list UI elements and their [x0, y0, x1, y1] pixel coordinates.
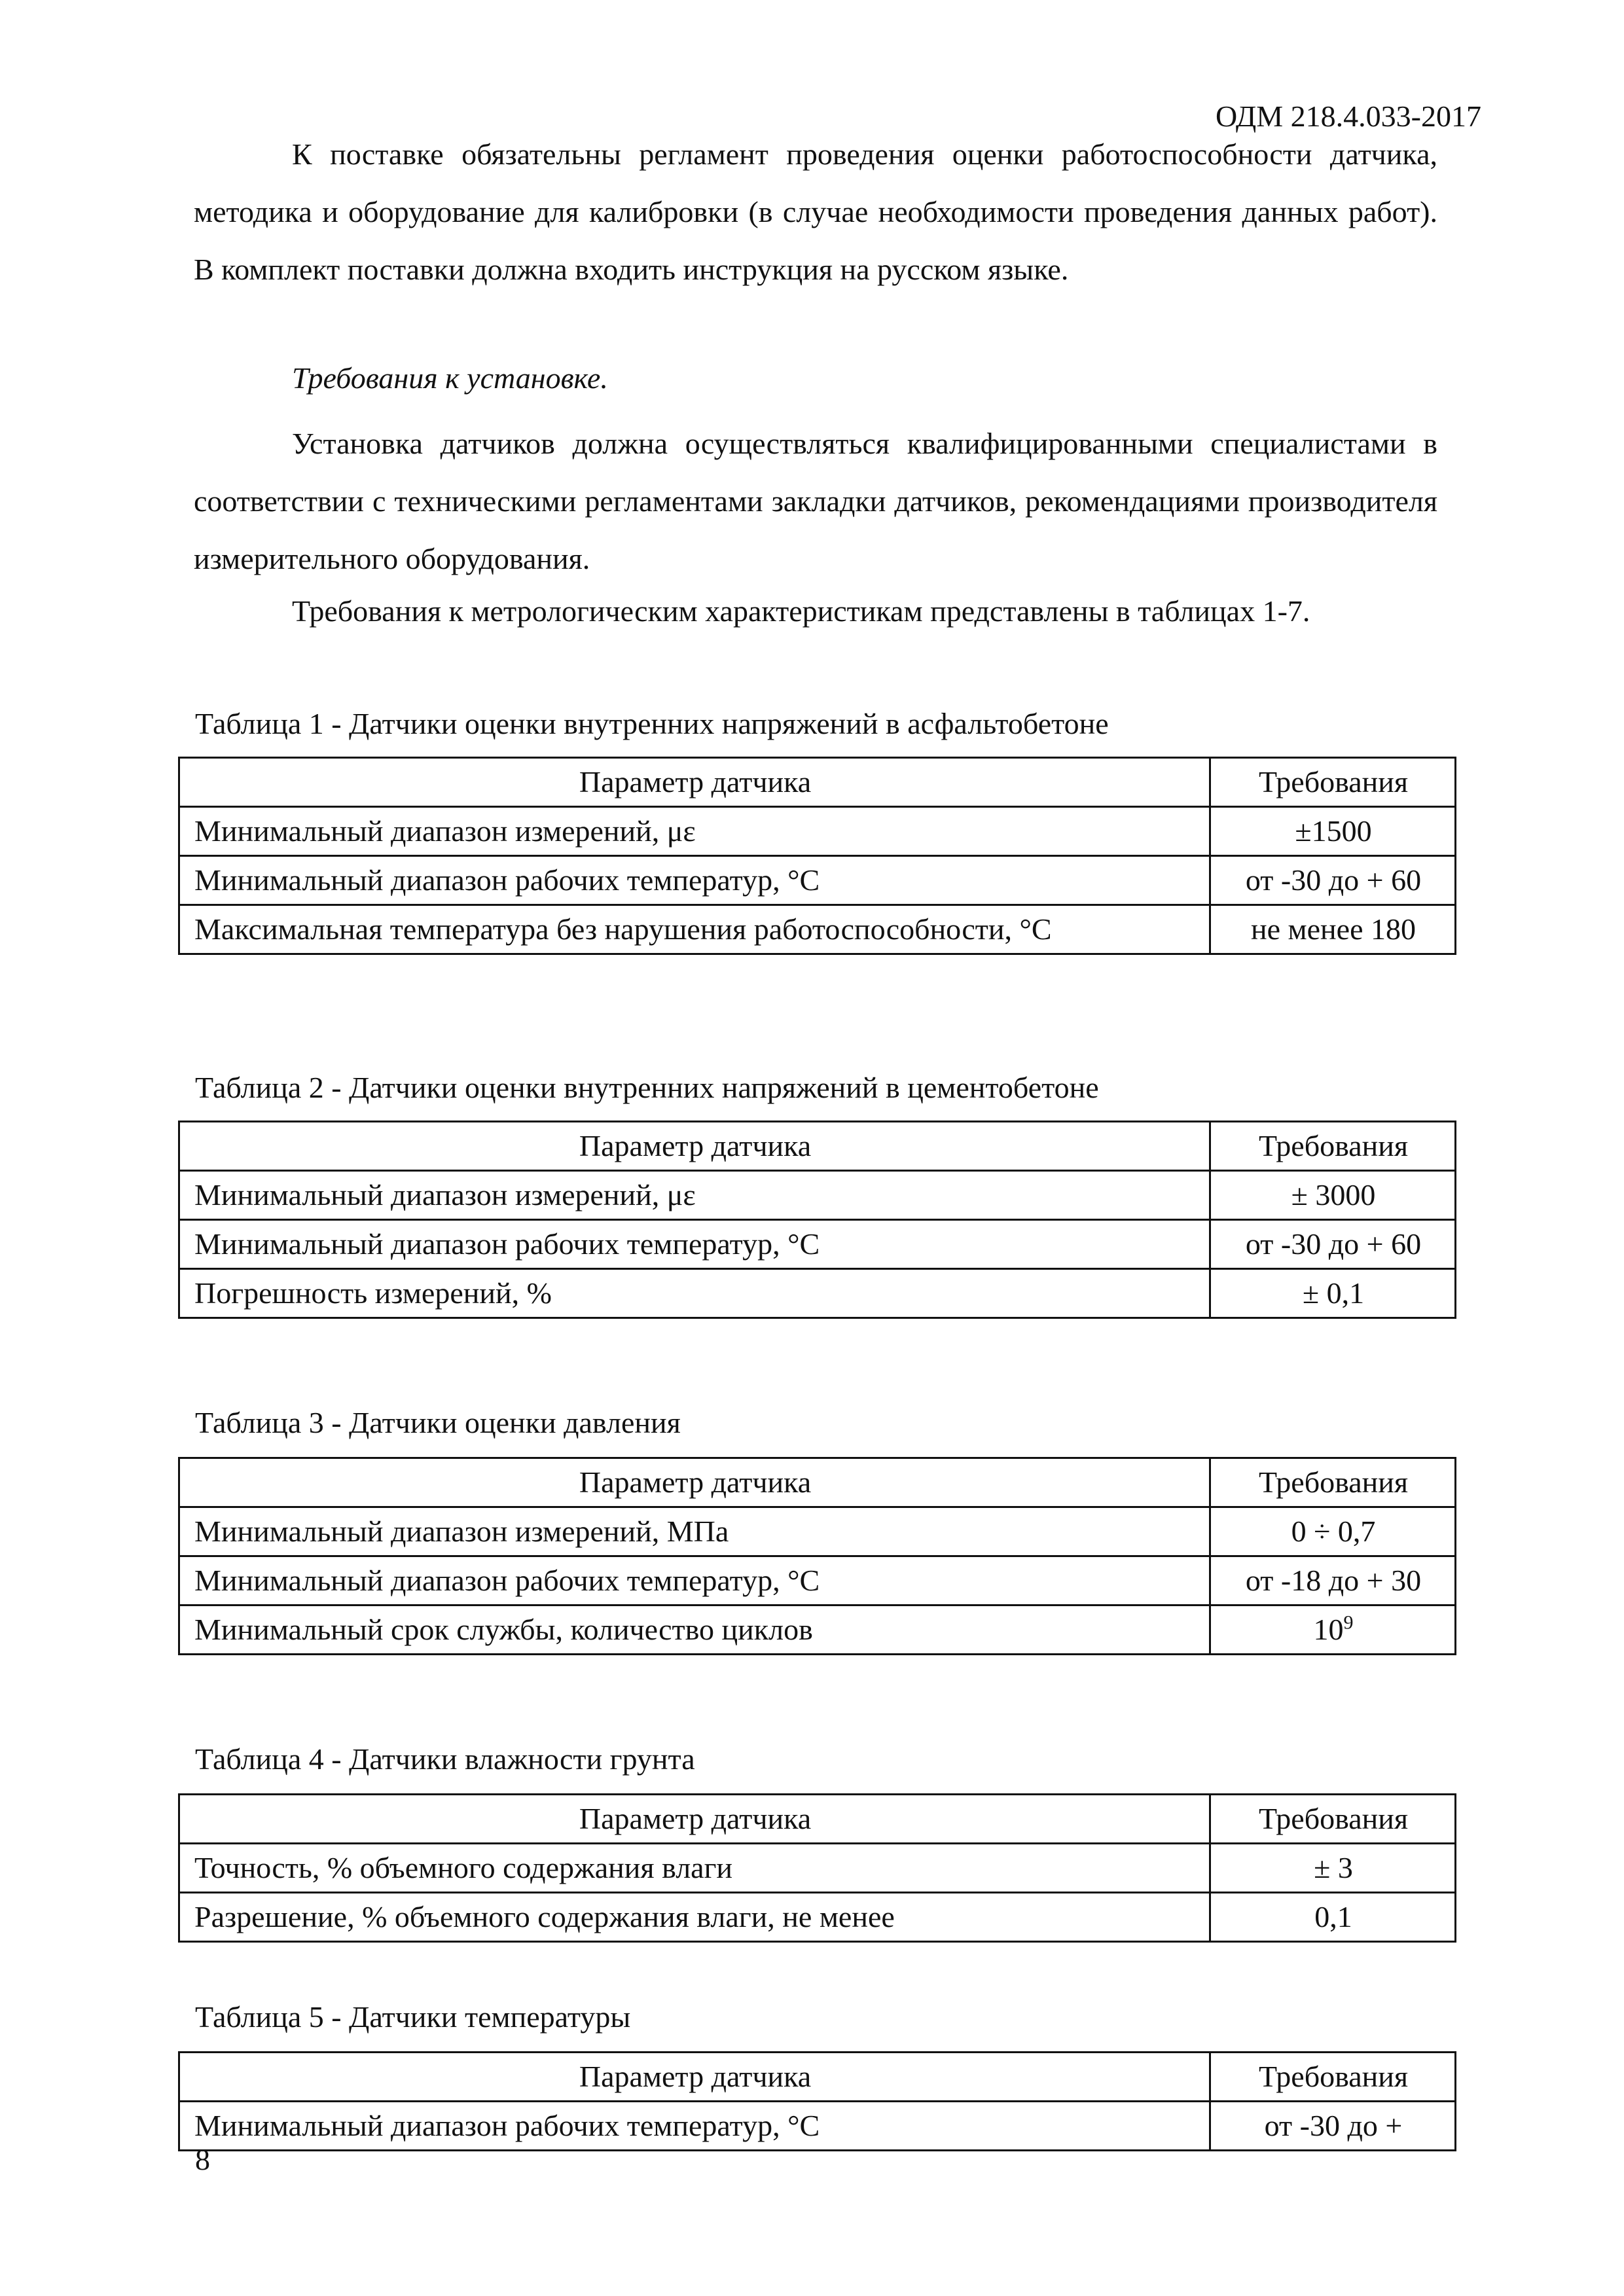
table-header-row: [179, 758, 1456, 807]
header-req: Требования: [1210, 1795, 1456, 1844]
cell-param: Точность, % объемного содержания влаги: [179, 1844, 1210, 1893]
table-3-caption: Таблица 3 - Датчики оценки давления: [195, 1406, 681, 1439]
paragraph-installation: Установка датчиков должна осуществляться квалифицированными специалистами в соответствии с техническими регламентами закладки датчиков, рекомендациями производителя измерительного оборудования.: [194, 427, 1437, 575]
table-row: [179, 2102, 1456, 2151]
table-5-caption: Таблица 5 - Датчики температуры: [195, 2000, 631, 2034]
cell-req: от -18 до + 30: [1210, 1556, 1456, 1605]
subheading-installation: Требования к установке.: [292, 361, 608, 395]
table-row: [179, 1269, 1456, 1318]
cell-req: ±1500: [1210, 807, 1456, 856]
table-1-caption: Таблица 1 - Датчики оценки внутренних напряжений в асфальтобетоне: [195, 707, 1109, 740]
cell-param: Погрешность измерений, %: [179, 1269, 1210, 1318]
paragraph-metrology: Требования к метрологическим характеристикам представлены в таблицах 1-7.: [292, 594, 1310, 628]
cell-req-power: [1210, 1605, 1456, 1655]
document-code: ОДМ 218.4.033-2017: [1215, 99, 1481, 133]
cell-req: от -30 до + 60: [1210, 1220, 1456, 1269]
cell-param: Минимальный диапазон рабочих температур, °С: [179, 856, 1210, 905]
table-2: [178, 1121, 1456, 1319]
table-row: [179, 807, 1456, 856]
table-header-row: [179, 1795, 1456, 1844]
header-req: Требования: [1210, 758, 1456, 807]
page-number: 8: [195, 2143, 210, 2176]
table-1: [178, 757, 1456, 955]
table-header-row: [179, 2053, 1456, 2102]
header-param: Параметр датчика: [179, 1458, 1210, 1507]
cell-param: Разрешение, % объемного содержания влаги, не менее: [179, 1893, 1210, 1942]
header-req: Требования: [1210, 1458, 1456, 1507]
table-row: [179, 856, 1456, 905]
table-header-row: [179, 1458, 1456, 1507]
table-row: [179, 1171, 1456, 1220]
table-row: [179, 905, 1456, 954]
cell-req: ± 0,1: [1210, 1269, 1456, 1318]
cell-param: Минимальный срок службы, количество циклов: [179, 1605, 1210, 1655]
header-req: Требования: [1210, 1122, 1456, 1171]
cell-req: от -30 до +: [1210, 2102, 1456, 2151]
table-3: [178, 1457, 1456, 1655]
cell-param: Минимальный диапазон рабочих температур, °С: [179, 1556, 1210, 1605]
table-4-caption: Таблица 4 - Датчики влажности грунта: [195, 1742, 695, 1776]
table-row: [179, 1556, 1456, 1605]
cell-req: 0,1: [1210, 1893, 1456, 1942]
metrology-paragraph-block: [194, 583, 1437, 640]
header-param: Параметр датчика: [179, 2053, 1210, 2102]
cell-req: не менее 180: [1210, 905, 1456, 954]
cell-param: Максимальная температура без нарушения работоспособности, °С: [179, 905, 1210, 954]
cell-req: ± 3000: [1210, 1171, 1456, 1220]
installation-paragraph-block: [194, 415, 1437, 588]
table-row: [179, 1507, 1456, 1556]
table-2-caption: Таблица 2 - Датчики оценки внутренних напряжений в цементобетоне: [195, 1071, 1099, 1104]
header-req: Требования: [1210, 2053, 1456, 2102]
header-param: Параметр датчика: [179, 1122, 1210, 1171]
cell-param: Минимальный диапазон рабочих температур, °С: [179, 1220, 1210, 1269]
paragraph-delivery: К поставке обязательны регламент проведения оценки работоспособности датчика, методика и оборудование для калибровки (в случае необходимости проведения данных работ). В комплект поставки должна входить инструкция на русском языке.: [194, 137, 1437, 286]
cell-param: Минимальный диапазон измерений, με: [179, 1171, 1210, 1220]
table-row: [179, 1893, 1456, 1942]
table-5: [178, 2051, 1456, 2151]
intro-paragraph: [194, 126, 1437, 298]
cell-req: от -30 до + 60: [1210, 856, 1456, 905]
cell-param: Минимальный диапазон измерений, με: [179, 807, 1210, 856]
power-exponent: 9: [1343, 1611, 1354, 1634]
header-param: Параметр датчика: [179, 1795, 1210, 1844]
table-header-row: [179, 1122, 1456, 1171]
cell-param: Минимальный диапазон измерений, МПа: [179, 1507, 1210, 1556]
cell-req: ± 3: [1210, 1844, 1456, 1893]
cell-param: Минимальный диапазон рабочих температур, °С: [179, 2102, 1210, 2151]
cell-req: 0 ÷ 0,7: [1210, 1507, 1456, 1556]
table-row: [179, 1844, 1456, 1893]
table-row: [179, 1605, 1456, 1655]
header-param: Параметр датчика: [179, 758, 1210, 807]
table-4: [178, 1793, 1456, 1943]
power-base: 10: [1313, 1613, 1344, 1646]
table-row: [179, 1220, 1456, 1269]
subheading-block: [194, 350, 1437, 407]
